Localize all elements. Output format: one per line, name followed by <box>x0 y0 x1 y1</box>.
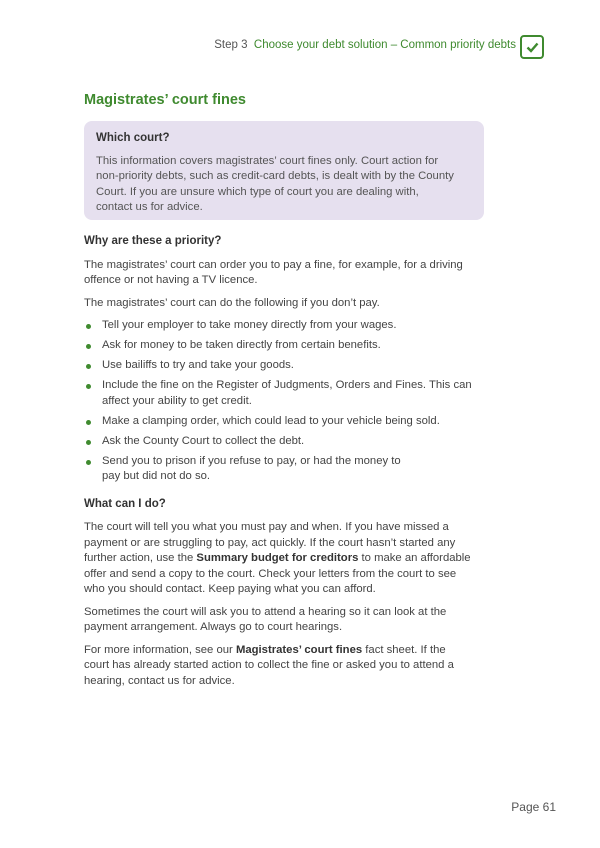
what-heading: What can I do? <box>84 497 166 510</box>
list-item: Tell your employer to take money directly from your wages. <box>84 318 504 334</box>
callout-heading: Which court? <box>96 132 170 144</box>
bullet-icon <box>86 384 91 389</box>
why-paragraph-1: The magistrates’ court can order you to pay a fine, for example, for a driving offence or not having a TV licence. <box>84 258 463 286</box>
why-heading: Why are these a priority? <box>84 235 222 247</box>
what-paragraph-3: For more information, see our Magistrates’ court fines fact sheet. If the court has already started action to collect the fine or asked you to attend a hearing, contact us for advice. <box>84 643 454 687</box>
summary-budget-reference: Summary budget for creditors <box>196 552 359 564</box>
page-number: Page 61 <box>511 800 556 814</box>
list-item: Send you to prison if you refuse to pay, or had the money to pay but did not do so. <box>84 454 504 485</box>
list-item: Use bailiffs to try and take your goods. <box>84 358 504 374</box>
callout-text: This information covers magistrates’ court fines only. Court action for non-priority debts, such as credit-card debts, is dealt with by the County Court. If you are unsure which type of court you are dealing with, contact us for advice. <box>96 154 454 214</box>
bullet-icon <box>86 420 91 425</box>
bullet-icon <box>86 440 91 445</box>
list-item: Include the fine on the Register of Judgments, Orders and Fines. This can affect your ability to get credit. <box>84 378 504 409</box>
checkbox-checked-icon <box>520 35 544 59</box>
what-paragraph-2: Sometimes the court will ask you to attend a hearing so it can look at the payment arrangement. Always go to court hearings. <box>84 605 447 633</box>
page-title: Magistrates’ court fines <box>84 92 246 108</box>
running-header <box>214 39 516 51</box>
section-label: Choose your debt solution – Common priority debts <box>253 39 516 51</box>
what-paragraph-1: The court will tell you what you must pay and when. If you have missed a payment or are struggling to pay, act quickly. If the court hasn’t started any further action, use the Summary budget for creditors to make an affordable offer and send a copy to the court. Check your letters from the court to see who you should contact. Keep paying what you can afford. <box>84 521 471 595</box>
list-item: Make a clamping order, which could lead to your vehicle being sold. <box>84 414 504 430</box>
callout-box <box>84 121 484 220</box>
step-label: Step 3 <box>214 39 248 51</box>
list-item: Ask for money to be taken directly from certain benefits. <box>84 338 504 354</box>
main-content <box>84 234 504 696</box>
bullet-icon <box>86 344 91 349</box>
list-item: Ask the County Court to collect the debt. <box>84 434 504 450</box>
why-paragraph-2: The magistrates’ court can do the following if you don’t pay. <box>84 296 380 309</box>
consequences-list <box>84 318 504 485</box>
bullet-icon <box>86 364 91 369</box>
bullet-icon <box>86 460 91 465</box>
bullet-icon <box>86 324 91 329</box>
fact-sheet-reference: Magistrates’ court fines <box>235 643 363 656</box>
